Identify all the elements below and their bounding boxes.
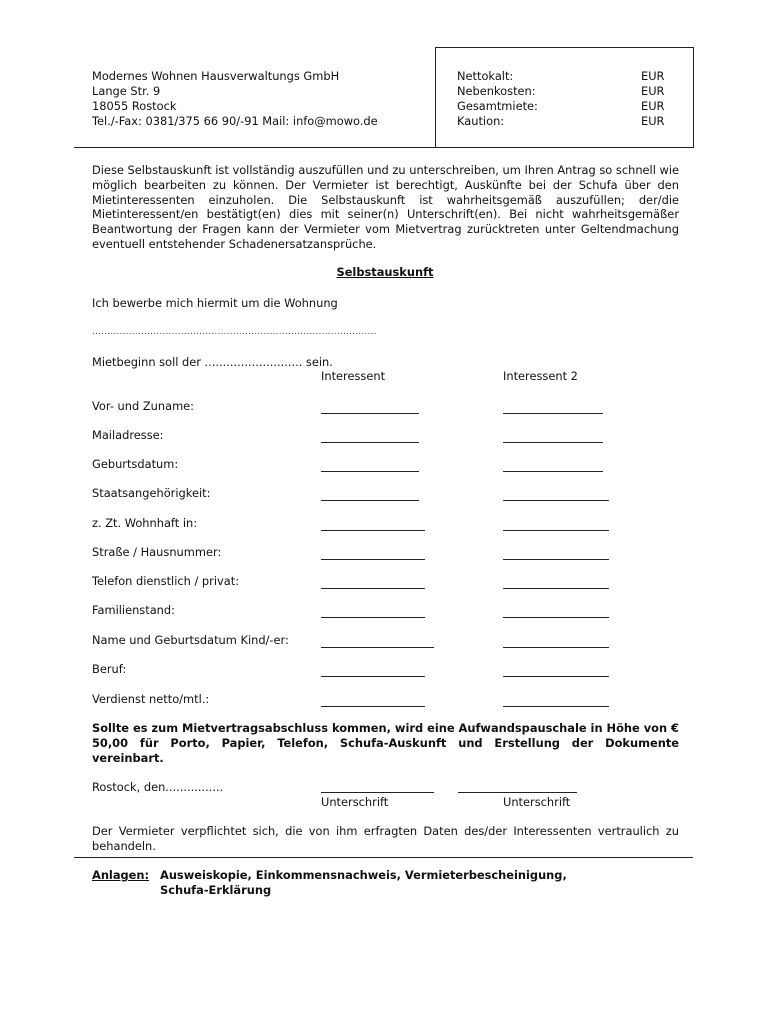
signature-line-2[interactable] bbox=[458, 780, 577, 793]
field-blank-interessent[interactable] bbox=[321, 459, 419, 472]
cost-unit-kaution: EUR bbox=[641, 114, 665, 128]
field-blank-interessent-2[interactable] bbox=[503, 459, 603, 472]
company-address bbox=[92, 69, 427, 129]
intro-paragraph: Diese Selbstauskunft ist vollständig auszufüllen und zu unterschreiben, um Ihren Antrag so schnell wie möglich bearbeiten zu können. Der Vermieter ist berechtigt, Auskünfte bei der Schufa über den Mietinteressenten einzuholen. Die Selbstauskunft ist wahrheitsgemäß auszufüllen; der/die Mietinteressent/en bestätigt(en) dies mit seiner(n) Unterschrift(en). Bei nicht wahrheitsgemäßer Beantwortung der Fragen kann der Vermieter vom Mietvertrag zurücktreten unter Geltendmachung eventuell entstehender Schadenersatzansprüche. bbox=[92, 163, 679, 251]
anlagen-heading bbox=[92, 868, 149, 883]
cost-label-nettokalt: Nettokalt: bbox=[457, 69, 514, 83]
field-label: Geburtsdatum: bbox=[92, 457, 179, 471]
header-rule bbox=[74, 147, 693, 148]
field-blank-interessent-2[interactable] bbox=[503, 547, 609, 560]
field-label: Familienstand: bbox=[92, 603, 175, 617]
column-heading-interessent-2: Interessent 2 bbox=[503, 369, 578, 383]
field-blank-interessent-2[interactable] bbox=[503, 518, 609, 531]
field-label: Beruf: bbox=[92, 662, 127, 676]
field-label: Name und Geburtsdatum Kind/-er: bbox=[92, 633, 289, 647]
field-label: Telefon dienstlich / privat: bbox=[92, 574, 240, 588]
field-blank-interessent[interactable] bbox=[321, 635, 434, 648]
privacy-paragraph: Der Vermieter verpflichtet sich, die von ihm erfragten Daten des/der Interessenten vertraulich zu behandeln. bbox=[92, 824, 679, 853]
company-city: 18055 Rostock bbox=[92, 99, 177, 113]
field-label: Straße / Hausnummer: bbox=[92, 545, 222, 559]
apply-dots-field[interactable]: ............................................................................................. bbox=[92, 327, 377, 337]
field-blank-interessent[interactable] bbox=[321, 605, 425, 618]
cost-label-gesamtmiete: Gesamtmiete: bbox=[457, 99, 538, 113]
field-blank-interessent[interactable] bbox=[321, 401, 419, 414]
field-blank-interessent[interactable] bbox=[321, 664, 425, 677]
anlagen-items-line-1: Ausweiskopie, Einkommensnachweis, Vermieterbescheinigung, bbox=[160, 868, 567, 882]
anlagen-items-line-2: Schufa-Erklärung bbox=[160, 883, 272, 897]
field-label: Staatsangehörigkeit: bbox=[92, 486, 211, 500]
field-blank-interessent[interactable] bbox=[321, 430, 419, 443]
cost-label-kaution: Kaution: bbox=[457, 114, 505, 128]
field-label: Vor- und Zuname: bbox=[92, 399, 195, 413]
page-title: Selbstauskunft bbox=[336, 265, 434, 279]
start-date-line[interactable]: Mietbeginn soll der ........................... sein. bbox=[92, 355, 333, 369]
field-blank-interessent-2[interactable] bbox=[503, 635, 609, 648]
field-blank-interessent-2[interactable] bbox=[503, 576, 609, 589]
cost-unit-gesamtmiete: EUR bbox=[641, 99, 665, 113]
apply-line: Ich bewerbe mich hiermit um die Wohnung bbox=[92, 296, 338, 310]
cost-unit-nebenkosten: EUR bbox=[641, 84, 665, 98]
cost-label-nebenkosten: Nebenkosten: bbox=[457, 84, 536, 98]
place-date-field[interactable]: Rostock, den................ bbox=[92, 780, 224, 794]
field-blank-interessent-2[interactable] bbox=[503, 430, 603, 443]
field-blank-interessent[interactable] bbox=[321, 576, 425, 589]
signature-label-2: Unterschrift bbox=[503, 795, 571, 809]
field-blank-interessent-2[interactable] bbox=[503, 664, 609, 677]
company-contact: Tel./-Fax: 0381/375 66 90/-91 Mail: info@mowo.de bbox=[92, 114, 378, 128]
field-blank-interessent-2[interactable] bbox=[503, 694, 609, 707]
field-label: Mailadresse: bbox=[92, 428, 164, 442]
column-heading-interessent: Interessent bbox=[321, 369, 386, 383]
fee-note: Sollte es zum Mietvertragsabschluss kommen, wird eine Aufwandspauschale in Höhe von € 50,00 für Porto, Papier, Telefon, Schufa-Auskunft und Erstellung der Dokumente vereinbart. bbox=[92, 721, 679, 765]
footer-rule bbox=[74, 857, 693, 858]
anlagen-label: Anlagen: bbox=[92, 868, 150, 882]
signature-line-1[interactable] bbox=[321, 780, 434, 793]
field-blank-interessent-2[interactable] bbox=[503, 401, 603, 414]
cost-unit-nettokalt: EUR bbox=[641, 69, 665, 83]
field-blank-interessent[interactable] bbox=[321, 488, 419, 501]
field-blank-interessent-2[interactable] bbox=[503, 605, 609, 618]
field-blank-interessent[interactable] bbox=[321, 518, 425, 531]
signature-label-1: Unterschrift bbox=[321, 795, 389, 809]
field-blank-interessent[interactable] bbox=[321, 547, 425, 560]
field-blank-interessent[interactable] bbox=[321, 694, 425, 707]
company-street: Lange Str. 9 bbox=[92, 84, 161, 98]
field-blank-interessent-2[interactable] bbox=[503, 488, 609, 501]
field-label: Verdienst netto/mtl.: bbox=[92, 692, 210, 706]
field-label: z. Zt. Wohnhaft in: bbox=[92, 516, 198, 530]
company-name: Modernes Wohnen Hausverwaltungs GmbH bbox=[92, 69, 340, 83]
